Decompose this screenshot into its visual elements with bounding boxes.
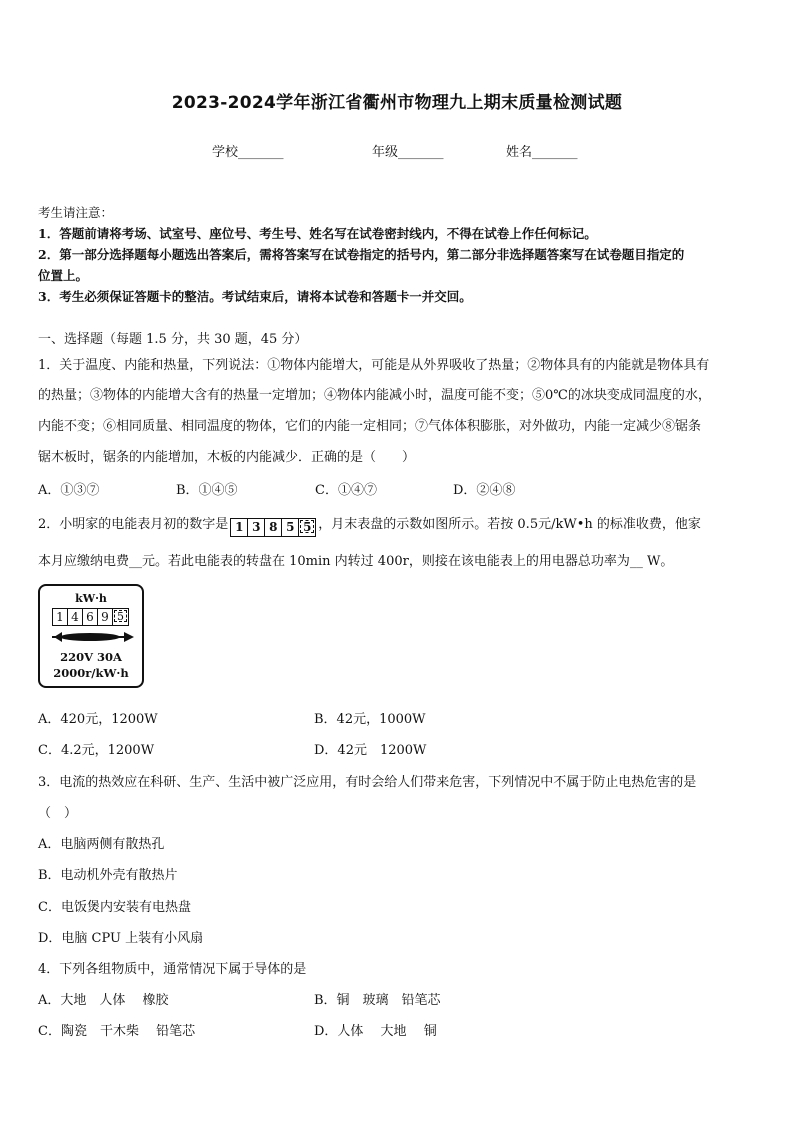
notice-item-1: 1．答题前请将考场、试室号、座位号、考生号、姓名写在试卷密封线内，不得在试卷上作任何标记。 (38, 226, 597, 241)
q3-option-c: C．电饭煲内安装有电热盘 (38, 900, 191, 915)
grade-field: 年级_______ (372, 145, 444, 160)
q1-line-3: 内能不变；⑥相同质量、相同温度的物体，它们的内能一定相同；⑦气体体积膨胀，对外做功，内能一定减少⑧锯条 (38, 419, 702, 434)
q3-line-1: 3．电流的热效应在科研、生产、生活中被广泛应用，有时会给人们带来危害，下列情况中不属于防止电热危害的是 (38, 775, 697, 790)
q3-line-2: （ ） (38, 806, 78, 821)
digit: 5 (282, 519, 299, 536)
q4-option-b: B．铜 玻璃 铅笔芯 (314, 993, 441, 1008)
page-title: 2023-2024学年浙江省衢州市物理九上期末质量检测试题 (171, 93, 623, 113)
q1-option-d: D．②④⑧ (453, 483, 516, 498)
q4-option-c: C．陶瓷 干木柴 铅笔芯 (38, 1024, 196, 1039)
q2-option-b: B．42元，1000W (314, 712, 426, 727)
section-heading: 一、选择题（每题 1.5 分，共 30 题，45 分） (38, 332, 308, 347)
q4-option-d: D．人体 大地 铜 (314, 1024, 437, 1039)
notice-item-2: 2．第一部分选择题每小题选出答案后，需将答案写在试卷指定的括号内，第二部分非选择题答案写在试卷题目指定的 (38, 247, 685, 262)
q2-line-1 (38, 513, 701, 537)
q4-line-1: 4．下列各组物质中，通常情况下属于导体的是 (38, 962, 307, 977)
decimal-digit: 5 (300, 520, 314, 533)
meter-unit: kW·h (75, 592, 107, 605)
q1-option-b: B．①④⑤ (176, 483, 238, 498)
q3-option-b: B．电动机外壳有散热片 (38, 868, 178, 883)
q1-line-2: 的热量；③物体的内能增大含有的热量一定增加；④物体内能减小时，温度可能不变；⑤0℃的冰块变成同温度的水， (38, 388, 711, 403)
notice-item-2-cont: 位置上。 (38, 268, 89, 283)
meter-spec-revolutions: 2000r/kW·h (53, 666, 129, 680)
q1-option-c: C．①④⑦ (315, 483, 377, 498)
meter-spec-voltage: 220V 30A (60, 650, 122, 664)
q3-option-a: A．电脑两侧有散热孔 (38, 837, 165, 852)
q2-line-2: 本月应缴纳电费__元。若此电能表的转盘在 10min 内转过 400r，则接在该电能表上的用电器总功率为__ W。 (38, 554, 674, 569)
notice-heading: 考生请注意： (38, 205, 114, 220)
q1-line-1: 1．关于温度、内能和热量，下列说法：①物体内能增大，可能是从外界吸收了热量；②物体具有的内能就是物体具有 (38, 358, 710, 373)
digit: 1 (231, 519, 248, 536)
digit: 1 (53, 609, 68, 625)
q4-option-a: A．大地 人体 橡胶 (38, 993, 169, 1008)
q2-option-a: A．420元，1200W (38, 712, 158, 727)
q2-option-c: C．4.2元，1200W (38, 743, 155, 758)
digit: 9 (98, 609, 113, 625)
q2-option-d: D．42元 1200W (314, 743, 427, 758)
digit: 3 (248, 519, 265, 536)
digit: 8 (265, 519, 282, 536)
school-field: 学校_______ (212, 145, 284, 160)
meter-digits (52, 608, 129, 626)
digit: 6 (83, 609, 98, 625)
digit: 4 (68, 609, 83, 625)
q1-line-4: 锯木板时，锯条的内能增加，木板的内能减少．正确的是（ ） (38, 450, 416, 465)
q3-option-d: D．电脑 CPU 上装有小风扇 (38, 931, 204, 946)
decimal-digit: 5 (114, 610, 127, 622)
q2-text-after: ，月末表盘的示数如图所示。若按 0.5元/kW•h 的标准收费，他家 (318, 517, 701, 532)
notice-item-3: 3．考生必须保证答题卡的整洁。考试结束后，请将本试卷和答题卡一并交回。 (38, 289, 472, 304)
name-field: 姓名_______ (506, 145, 578, 160)
q2-text-before: 2．小明家的电能表月初的数字是 (38, 517, 229, 532)
electricity-meter-figure (38, 584, 144, 688)
rotation-arrow-icon (50, 630, 134, 644)
q1-option-a: A．①③⑦ (38, 483, 100, 498)
initial-meter-digits (230, 518, 316, 537)
